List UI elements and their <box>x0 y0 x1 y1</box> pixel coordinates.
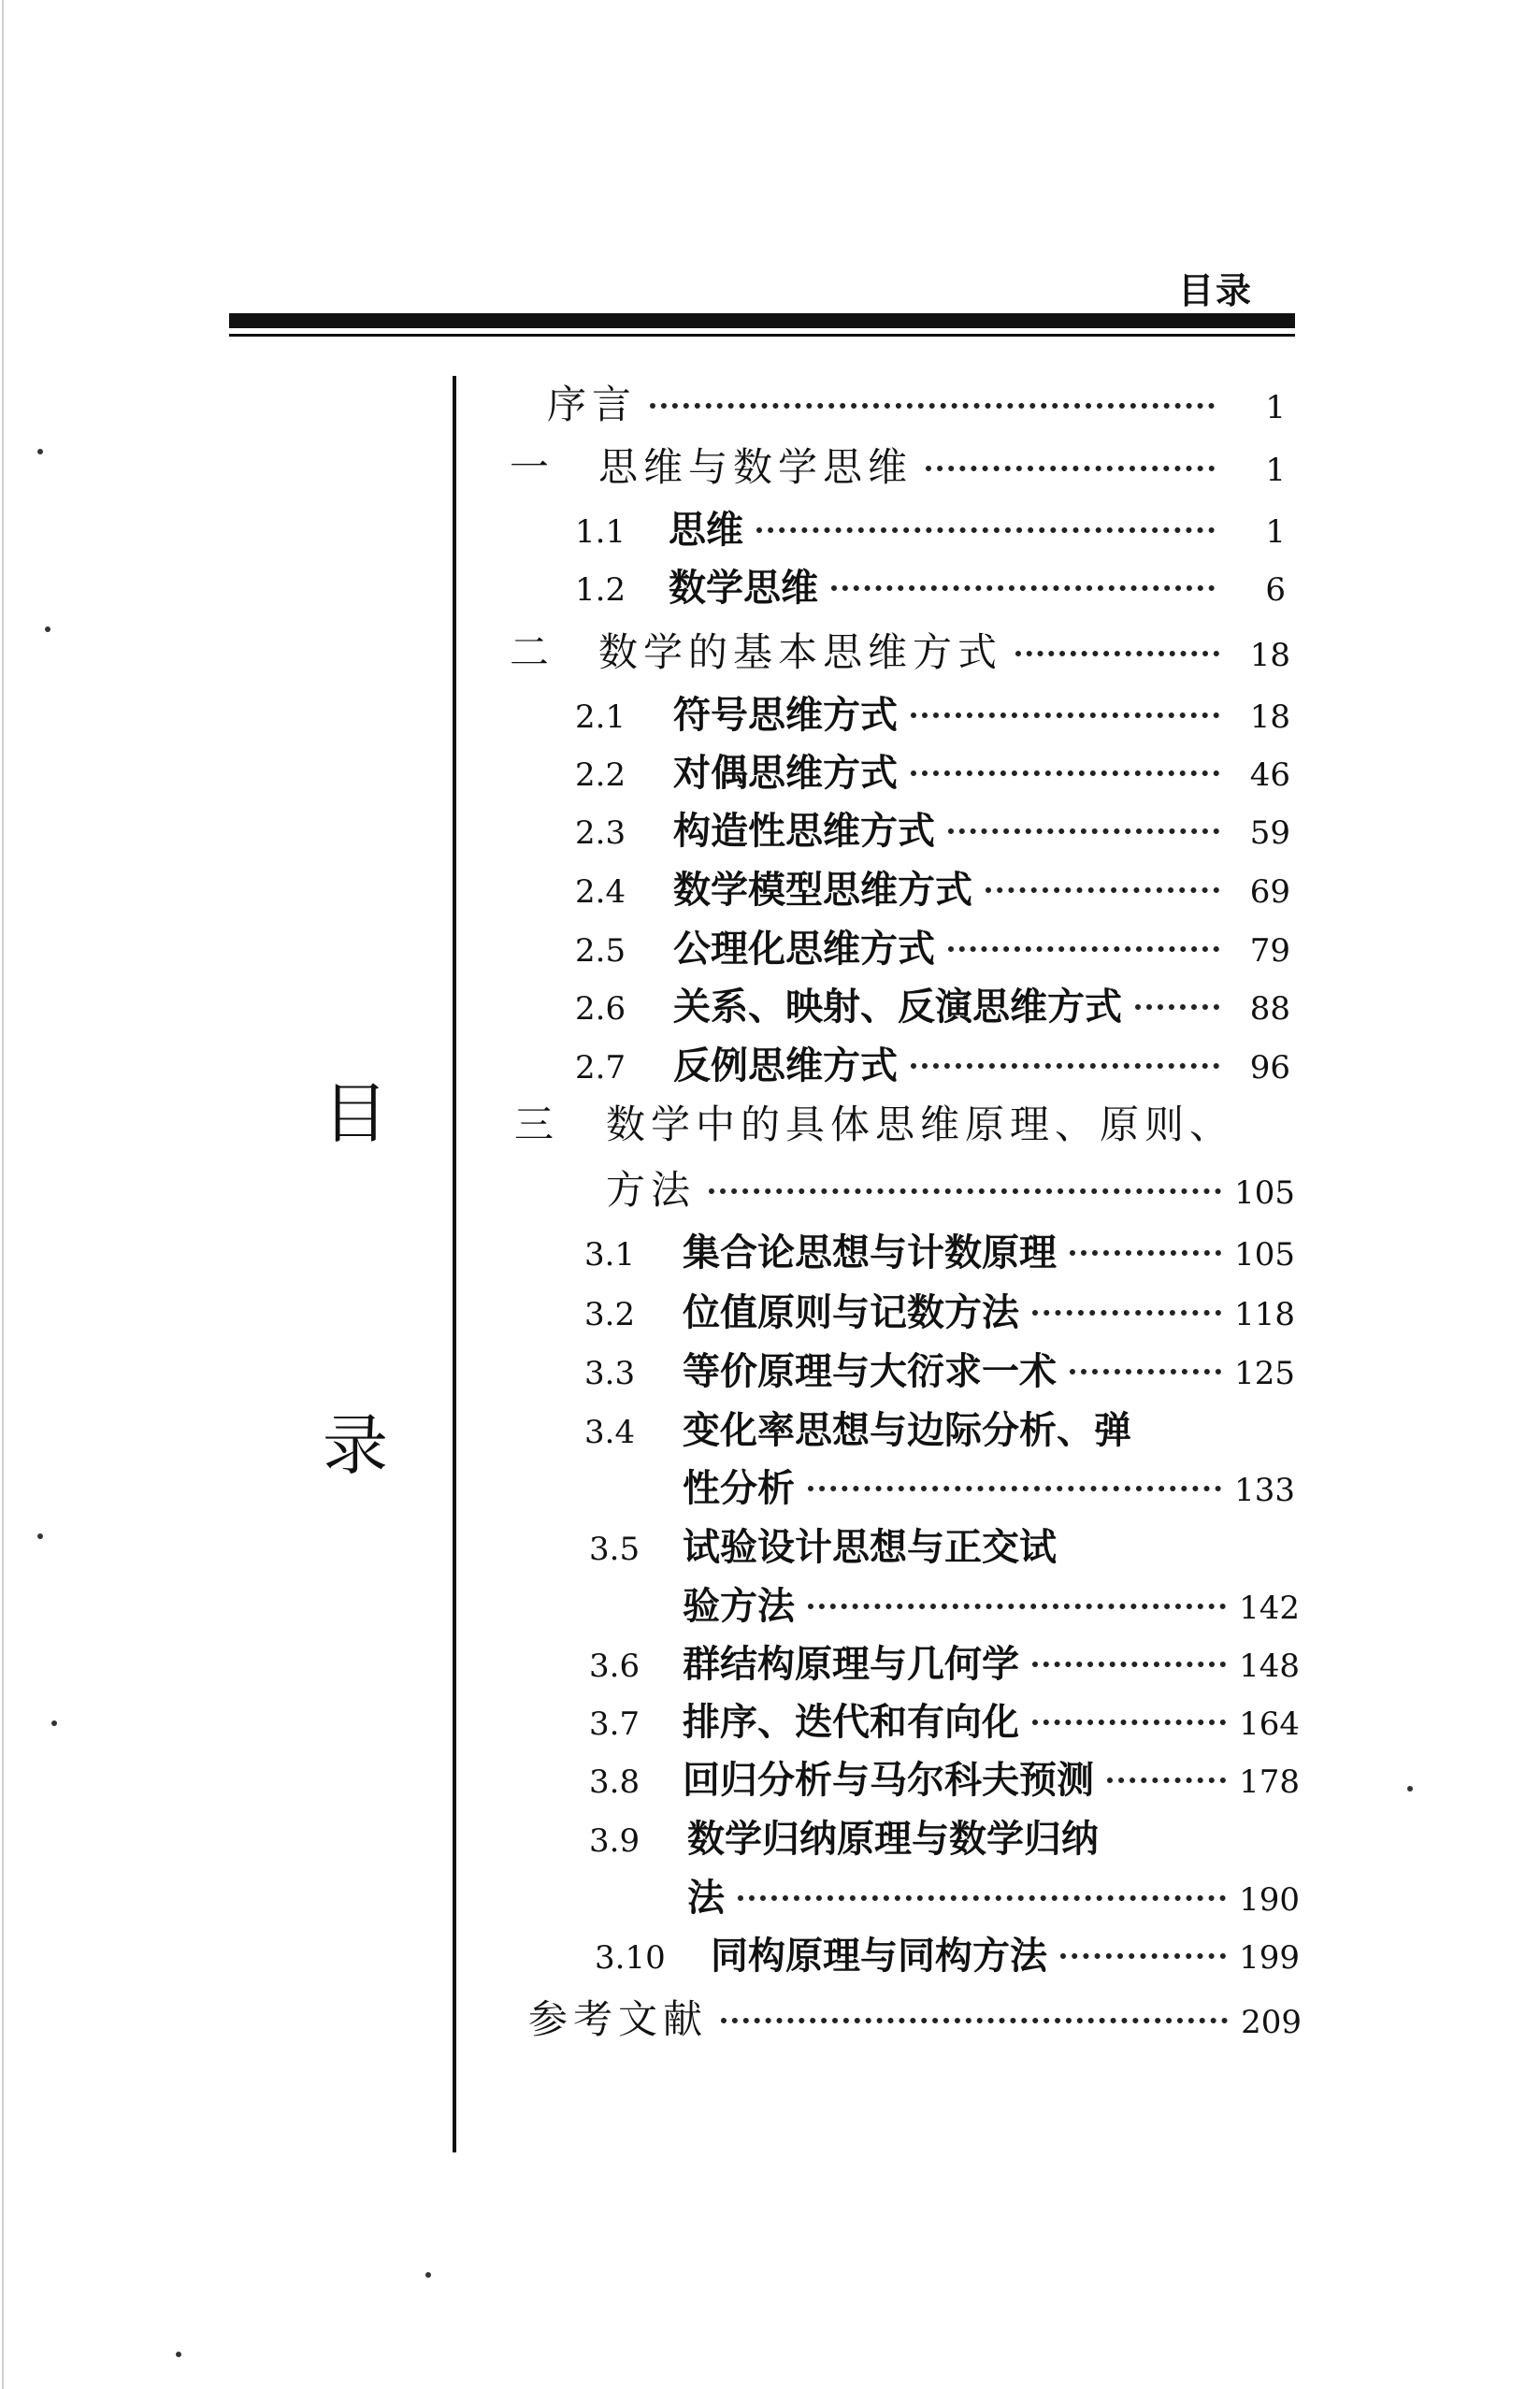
toc-title: 参考文献 <box>528 1996 709 2042</box>
toc-row <box>575 558 1286 612</box>
toc-number: 2.6 <box>575 990 626 1028</box>
toc-title: 性分析 <box>683 1466 795 1510</box>
toc-row <box>589 1634 1300 1688</box>
toc-leader-dots <box>1032 1720 1226 1725</box>
toc-row <box>683 1576 1300 1630</box>
toc-page-number: 88 <box>1249 990 1290 1028</box>
toc-leader-dots <box>1032 1310 1221 1316</box>
toc-title: 等价原理与大衍求一术 <box>683 1349 1057 1393</box>
toc-title: 公理化思维方式 <box>673 927 935 971</box>
toc-page-number: 190 <box>1239 1881 1300 1919</box>
toc-page-number: 164 <box>1239 1705 1300 1743</box>
toc-page-number: 46 <box>1249 756 1290 794</box>
toc-title: 方法 <box>606 1167 697 1213</box>
toc-row <box>584 1223 1295 1276</box>
toc-number: 2.7 <box>575 1049 626 1087</box>
toc-leader-dots <box>1135 1004 1219 1010</box>
toc-page-number: 96 <box>1249 1049 1290 1087</box>
toc-page-number: 1 <box>1265 452 1286 489</box>
toc-leader-dots <box>721 2018 1228 2023</box>
toc-row <box>589 1692 1300 1746</box>
toc-leader-dots <box>926 466 1215 471</box>
toc-number: 3.7 <box>589 1705 640 1743</box>
toc-number: 2.5 <box>575 932 626 970</box>
toc-row <box>575 500 1286 554</box>
toc-number: 2.1 <box>575 698 626 736</box>
side-title-char-2: 录 <box>323 1407 388 1484</box>
toc-title: 群结构原理与几何学 <box>683 1642 1019 1686</box>
toc-leader-dots <box>911 1063 1219 1069</box>
toc-title: 数学的基本思维方式 <box>598 629 1003 675</box>
toc-row <box>595 1926 1300 1979</box>
toc-leader-dots <box>709 1188 1221 1194</box>
toc-row <box>547 374 1286 430</box>
toc-number: 1.1 <box>575 513 626 551</box>
toc-row <box>606 1159 1295 1216</box>
toc-number: 2.4 <box>575 873 626 911</box>
toc-page-number: 133 <box>1234 1472 1295 1509</box>
toc-row <box>510 437 1286 493</box>
toc-number: 3.6 <box>589 1648 640 1685</box>
toc-row <box>528 1989 1302 2045</box>
toc-page-number: 199 <box>1239 1939 1300 1977</box>
toc-title: 回归分析与马尔科夫预测 <box>683 1758 1094 1802</box>
toc-title: 符号思维方式 <box>673 693 898 737</box>
toc-number: 3.4 <box>584 1414 636 1451</box>
toc-number: 3.1 <box>584 1236 636 1274</box>
toc-number: 三 <box>514 1101 554 1147</box>
toc-page-number: 69 <box>1249 873 1290 911</box>
toc-leader-dots <box>911 770 1219 776</box>
toc-leader-dots <box>911 712 1219 718</box>
toc-row <box>589 1518 1300 1571</box>
toc-row <box>575 743 1290 797</box>
toc-page-number: 148 <box>1239 1648 1300 1685</box>
toc-leader-dots <box>738 1895 1226 1901</box>
toc-number: 一 <box>510 444 550 490</box>
toc-leader-dots <box>1060 1953 1226 1959</box>
toc-page-number: 105 <box>1234 1236 1295 1274</box>
toc-number: 1.2 <box>575 571 626 609</box>
toc-page-number: 209 <box>1241 2004 1302 2041</box>
toc-row <box>510 622 1290 678</box>
toc-row <box>683 1459 1295 1512</box>
toc-title: 法 <box>687 1876 725 1920</box>
toc-leader-dots <box>948 828 1219 834</box>
header-rule-thin <box>229 334 1295 337</box>
toc-title: 位值原则与记数方法 <box>683 1290 1019 1334</box>
toc-leader-dots <box>986 887 1219 893</box>
toc-leader-dots <box>756 527 1215 533</box>
toc-number: 3.2 <box>584 1296 636 1333</box>
toc-number: 3.3 <box>584 1355 636 1392</box>
toc-page-number: 6 <box>1265 571 1286 609</box>
toc-page-number: 79 <box>1249 932 1290 970</box>
toc-title: 同构原理与同构方法 <box>711 1934 1047 1978</box>
toc-row <box>589 1750 1300 1804</box>
toc-title: 试验设计思想与正交试 <box>683 1525 1057 1569</box>
toc-page-number: 18 <box>1249 698 1290 736</box>
toc-leader-dots <box>1015 651 1219 656</box>
toc-leader-dots <box>1032 1662 1226 1667</box>
toc-title: 对偶思维方式 <box>673 751 898 795</box>
toc-row <box>584 1342 1295 1395</box>
toc-title: 关系、映射、反演思维方式 <box>673 985 1122 1029</box>
toc-row <box>584 1401 1295 1454</box>
toc-title: 数学模型思维方式 <box>673 868 972 912</box>
toc-leader-dots <box>1070 1369 1221 1374</box>
toc-title: 构造性思维方式 <box>673 809 935 853</box>
toc-number: 3.9 <box>589 1822 640 1860</box>
toc-title: 变化率思想与边际分析、弹 <box>683 1408 1131 1452</box>
toc-row <box>514 1094 1295 1150</box>
toc-page-number: 178 <box>1239 1763 1300 1801</box>
toc-row <box>575 919 1290 972</box>
toc-row <box>584 1283 1295 1336</box>
side-title-char-1: 目 <box>323 1075 388 1152</box>
toc-row <box>687 1868 1300 1921</box>
toc-leader-dots <box>1107 1777 1226 1783</box>
toc-page-number: 18 <box>1249 637 1290 674</box>
vertical-rule <box>453 376 456 2152</box>
toc-title: 序言 <box>547 381 638 427</box>
toc-number: 2.2 <box>575 756 626 794</box>
toc-number: 二 <box>510 629 550 675</box>
toc-leader-dots <box>948 946 1219 952</box>
toc-title: 数学思维 <box>669 566 818 610</box>
toc-leader-dots <box>808 1604 1226 1609</box>
toc-page-number: 59 <box>1249 814 1290 852</box>
running-head: 目录 <box>1178 269 1254 311</box>
toc-row <box>575 801 1290 855</box>
toc-number: 3.8 <box>589 1763 640 1801</box>
toc-title: 数学中的具体思维原理、原则、 <box>606 1101 1235 1147</box>
toc-leader-dots <box>808 1486 1221 1491</box>
toc-page-number: 142 <box>1239 1590 1300 1627</box>
toc-row <box>575 977 1290 1030</box>
toc-page-number: 125 <box>1234 1355 1295 1392</box>
toc-row <box>575 685 1290 739</box>
toc-title: 思维与数学思维 <box>598 444 914 490</box>
toc-row <box>589 1809 1300 1863</box>
toc-title: 排序、迭代和有向化 <box>683 1700 1019 1744</box>
toc-title: 集合论思想与计数原理 <box>683 1230 1057 1274</box>
scan-edge <box>2 0 4 2389</box>
toc-title: 反例思维方式 <box>673 1043 898 1087</box>
toc-number: 3.10 <box>595 1939 666 1977</box>
header-rule-thick <box>229 313 1295 328</box>
toc-title: 验方法 <box>683 1584 795 1628</box>
toc-number: 3.5 <box>589 1531 640 1568</box>
toc-row <box>575 1036 1290 1089</box>
toc-number: 2.3 <box>575 814 626 852</box>
toc-page-number: 105 <box>1234 1174 1295 1212</box>
toc-page-number: 118 <box>1234 1296 1295 1333</box>
toc-title: 思维 <box>669 508 743 552</box>
toc-page-number: 1 <box>1265 389 1286 426</box>
toc-page-number: 1 <box>1265 513 1286 551</box>
toc-leader-dots <box>650 403 1215 409</box>
toc-row <box>575 860 1290 914</box>
toc-title: 数学归纳原理与数学归纳 <box>687 1817 1099 1861</box>
toc-leader-dots <box>831 585 1215 591</box>
toc-leader-dots <box>1070 1250 1221 1256</box>
